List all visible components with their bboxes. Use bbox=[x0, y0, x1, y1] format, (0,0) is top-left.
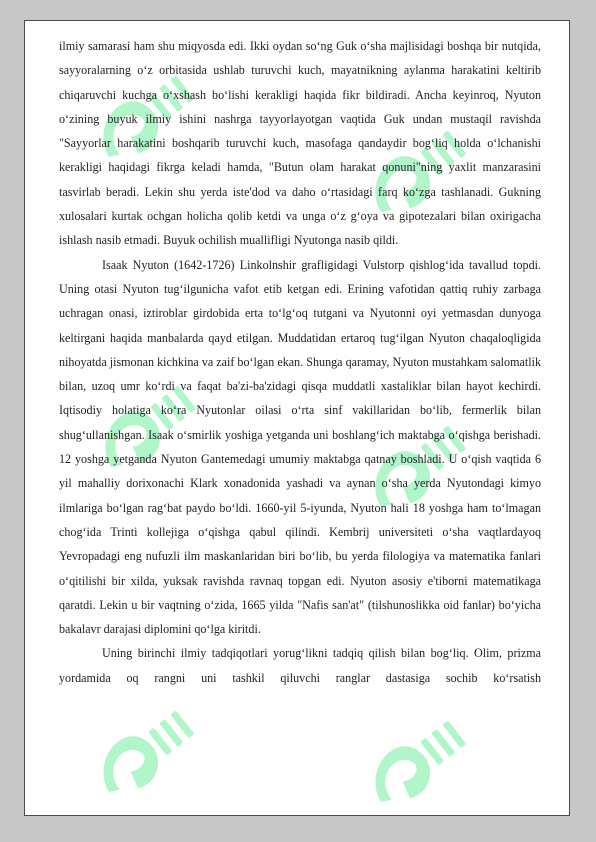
document-body bbox=[59, 34, 541, 690]
watermark-logo-icon bbox=[83, 701, 223, 801]
paragraph-newton-biography: Isaak Nyuton (1642-1726) Linkolnshir grafligidagi Vulstorp qishlog‘ida tavallud topdi. Uning otasi Nyuton tug‘ilgunicha vafot etib ketgan edi. Erining vafotidan qattiq ruhiy zarbaga uchragan onasi, iztiroblar girdobida erta to‘lg‘oq tutgani va Nyutonni oyi yetmasdan dunyoga keltirgani haqida manbalarda qayd etilgan. Muddatidan ertaroq tug‘ilgan Nyuton chaqaloqligida nihoyatda jismonan kichkina va zaif bo‘lgan ekan. Shunga qaramay, Nyuton mustahkam salomatlik bilan, uzoq umr ko‘rdi va faqat ba'zi-ba'zidagi qisqa muddatli xastaliklar bilan hayot kechirdi. Iqtisodiy holatiga ko‘ra Nyutonlar oilasi o‘rta sinf vakillaridan bo‘lib, fermerlik bilan shug‘ullanishgan. Isaak o‘smirlik yoshiga yetganda uni boshlang‘ich maktabga o‘qishga berishadi. 12 yoshga yetganda Nyuton Gantemedagi umumiy maktabga qatnay boshladi. U o‘qish vaqtida 6 yil mahalliy dorixonachi Klark xonadonida yashadi va aynan o‘sha yerda Nyutondagi kimyo ilmlariga bo‘lgan rag‘bat paydo bo‘ldi. 1660-yil 5-iyunda, Nyuton hali 18 yoshga ham to‘lmagan chog‘ida Trinti kollejiga o‘qishga qabul qilindi. Kembrij universiteti o‘sha vaqtlardayoq Yevropadagi eng nufuzli ilm maskanlaridan biri bo‘lib, bu yerda filologiya va matematika fanlari o‘qitilishi bir xilda, yuksak ravishda ravnaq topgan edi. Nyuton asosiy e'tiborni matematikaga qaratdi. Lekin u bir vaqtning o‘zida, 1665 yilda "Nafis san'at" (tilshunoslikka oid fanlar) bo‘yicha bakalavr darajasi diplomini qo‘lga kiritdi. bbox=[59, 257, 541, 637]
watermark-logo-icon bbox=[355, 711, 495, 811]
paragraph-first-research: Uning birinchi ilmiy tadqiqotlari yorug‘likni tadqiq qilish bilan bog‘liq. Olim, prizma yordamida oq rangni uni tashkil qiluvchi ranglar dastasiga sochib ko‘rsatish bbox=[59, 646, 541, 685]
document-page bbox=[24, 20, 570, 816]
paragraph-continuation: ilmiy samarasi ham shu miqyosda edi. Ikki oydan so‘ng Guk o‘sha majlisidagi boshqa bir nutqida, sayyoralarning o‘z orbitasida ushlab turuvchi kuch, mayatnikning aylanma harakatini keltirib chiqaruvchi kuchga o‘xshash bo‘lishi kerakligi haqida fikr bildiradi. Ancha keyinroq, Nyuton o‘zining buyuk ilmiy ishini nashrga tayyorlayotgan vaqtida Guk undan mustaqil ravishda "Sayyorlar harakatini boshqarib turuvchi kuch, masofaga qandaydir bog‘liq holda o‘lchanishi kerakligi haqidagi fikrga keladi hamda, "Butun olam harakat qonuni"ning yaxlit manzarasini tasvirlab beradi. Lekin shu yerda iste'dod va daho o‘rtasidagi farq ko‘zga tashlanadi. Gukning xulosalari kurtak ochgan holicha qolib ketdi va unga o‘z g‘oya va gipotezalari bilan oxirigacha ishlash nasib etmadi. Buyuk ochilish muallifligi Nyutonga nasib qildi. bbox=[59, 39, 541, 248]
